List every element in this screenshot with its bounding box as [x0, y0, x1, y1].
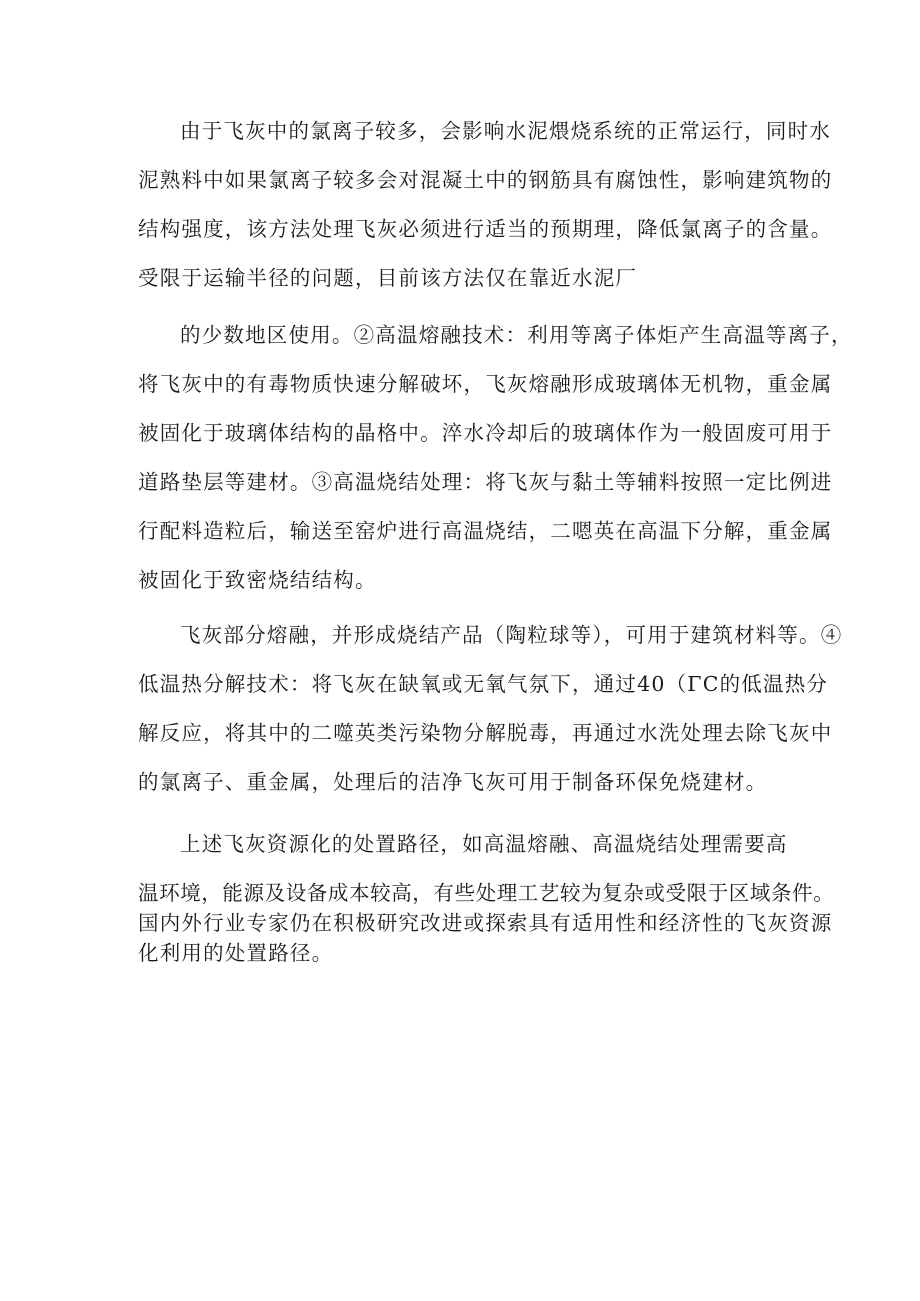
- text-line: 道路垫层等建材。③高温烧结处理：将飞灰与黏土等辅料按照一定比例进: [138, 470, 833, 494]
- text-line: 飞灰部分熔融，并形成烧结产品（陶粒球等），可用于建筑材料等。④: [180, 623, 843, 647]
- text-line: 温环境，能源及设备成本较高，有些处理工艺较为复杂或受限于区域条件。: [138, 881, 835, 905]
- text-line: 行配料造粒后，输送至窑炉进行高温烧结，二嗯英在高温下分解，重金属: [138, 519, 833, 543]
- text-line: 低温热分解技术：将飞灰在缺氧或无氧气氛下，通过40（ΓC的低温热分: [138, 672, 829, 696]
- text-line: 被固化于致密烧结结构。: [138, 568, 377, 592]
- text-line: 上述飞灰资源化的处置路径，如高温熔融、高温烧结处理需要高: [180, 832, 788, 856]
- text-line: 结构强度，该方法处理飞灰必须进行适当的预期理，降低氯离子的含量。: [138, 217, 833, 241]
- text-line: 受限于运输半径的问题，目前该方法仅在靠近水泥厂: [138, 266, 638, 290]
- text-line: 国内外行业专家仍在积极研究改进或探索具有适用性和经济性的飞灰资源: [138, 911, 833, 935]
- text-line: 解反应，将其中的二噬英类污染物分解脱毒，再通过水洗处理去除飞灰中: [138, 721, 833, 745]
- text-line: 被固化于玻璃体结构的晶格中。淬水冷却后的玻璃体作为一般固废可用于: [138, 421, 833, 445]
- text-line: 由于飞灰中的氯离子较多，会影响水泥煨烧系统的正常运行，同时水: [180, 119, 831, 143]
- text-line: 的氯离子、重金属，处理后的洁净飞灰可用于制备环保免烧建材。: [138, 770, 768, 794]
- text-line: 泥熟料中如果氯离子较多会对混凝土中的钢筋具有腐蚀性，影响建筑物的: [138, 168, 833, 192]
- text-line: 将飞灰中的有毒物质快速分解破坏，飞灰熔融形成玻璃体无机物，重金属: [138, 372, 833, 396]
- text-line: 的少数地区使用。②高温熔融技术：利用等离子体炬产生高温等离子，: [180, 323, 853, 347]
- text-line: 化利用的处置路径。: [138, 941, 334, 965]
